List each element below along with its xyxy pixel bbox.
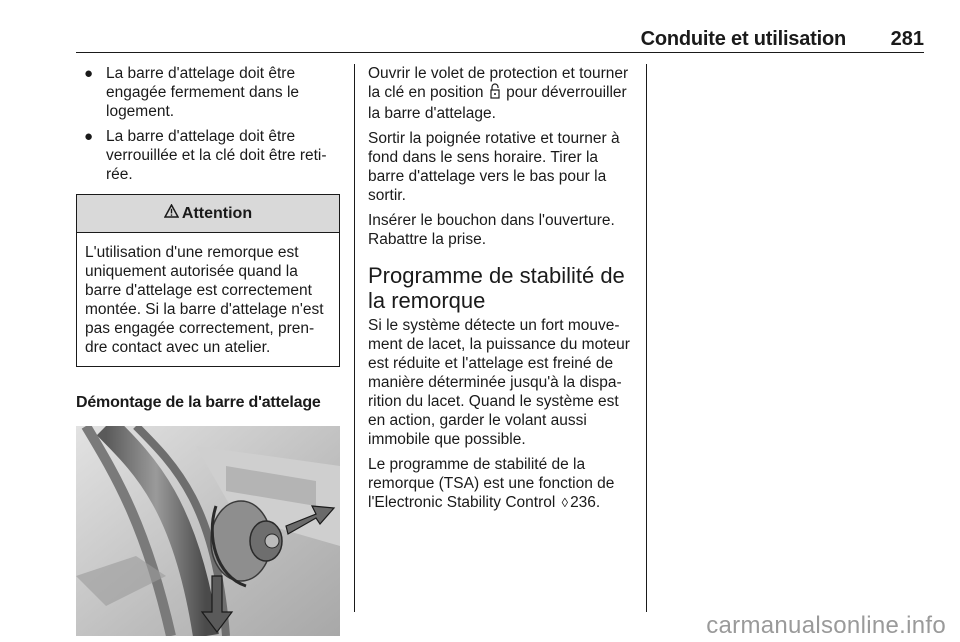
paragraph-unlock [368, 64, 636, 123]
open-padlock-icon [490, 83, 500, 104]
cross-reference-page[interactable]: 236. [570, 494, 601, 511]
cross-reference-icon: ◊ [561, 495, 569, 510]
warning-body: L'utilisation d'une remorque est uniquement autorisée quand la barre d'attelage est correctement montée. Si la barre d'attelage n'est pas engagée correctement, prendre contact avec un atelier. [85, 244, 324, 356]
paragraph-text: Le programme de stabilité de la remorque (TSA) est une fonction de l'Electronic Stability Control [368, 456, 615, 511]
page-header [76, 26, 924, 53]
warning-header [77, 195, 339, 233]
page-title: Conduite et utilisation [640, 28, 846, 50]
list-item [76, 127, 342, 184]
paragraph-handle: Sortir la poignée rotative et tourner à fond dans le sens horaire. Tirer la barre d'attelage vers le bas pour la sortir. [368, 130, 620, 204]
column-divider [646, 64, 647, 612]
warning-triangle-icon [164, 204, 179, 223]
bullet-icon: ● [84, 128, 94, 145]
paragraph-tsa-description: Si le système détecte un fort mouvement de lacet, la puissance du moteur est réduite et l'attelage est freiné de manière déterminée jusqu'à la disparition du lacet. Quand le système est en action, garder le volant aussi immobile que possible. [368, 317, 630, 448]
bullet-text: La barre d'attelage doit être engagée fermement dans le logement. [106, 65, 300, 120]
section-heading-tsa: Programme de stabilité de la remorque [368, 263, 625, 313]
paragraph-text: pour déverrouiller la barre d'attelage. [368, 84, 627, 122]
paragraph-text: Ouvrir le volet de protection et tourner la clé en position [368, 65, 629, 101]
page-number: 281 [890, 28, 924, 50]
bullet-icon: ● [84, 65, 94, 82]
middle-column [368, 64, 636, 518]
paragraph-tsa-esc [368, 455, 636, 512]
list-item [76, 64, 342, 121]
warning-title: Attention [181, 205, 253, 222]
warning-box [76, 194, 340, 367]
watermark: carmanualsonline.info [706, 612, 946, 639]
bullet-list [76, 64, 342, 184]
left-column [76, 64, 342, 636]
column-divider [354, 64, 355, 612]
subheading-removal: Démontage de la barre d'attelage [76, 394, 321, 411]
paragraph-plug: Insérer le bouchon dans l'ouverture. Rabattre la prise. [368, 212, 615, 248]
tow-bar-illustration [76, 426, 340, 636]
bullet-text: La barre d'attelage doit être verrouillée et la clé doit être retirée. [106, 128, 327, 183]
